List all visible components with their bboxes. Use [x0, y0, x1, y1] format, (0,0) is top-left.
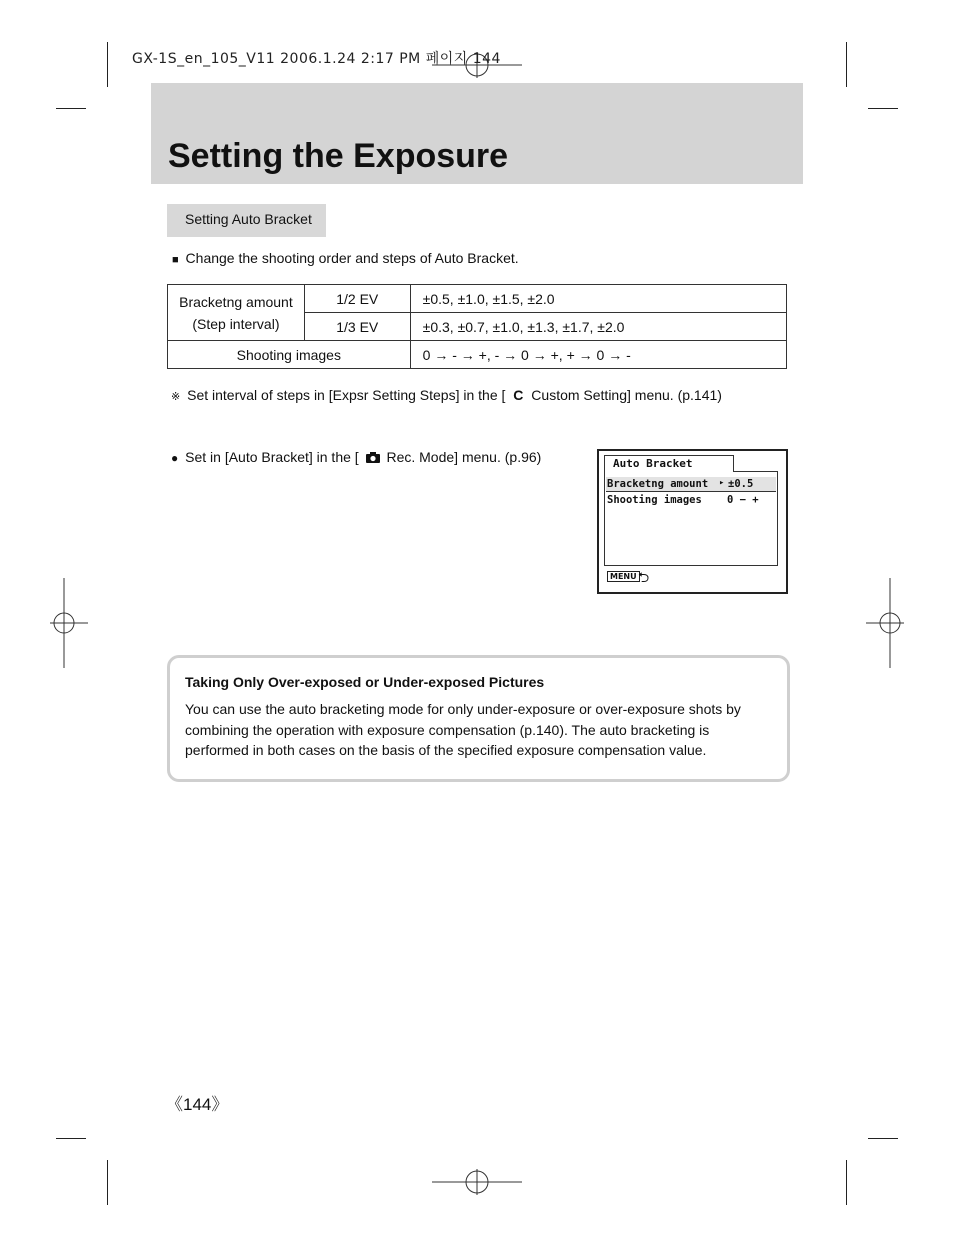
- crop-mark: [868, 1138, 898, 1139]
- square-bullet-icon: ■: [172, 254, 179, 266]
- intro-line: [172, 250, 519, 266]
- crop-mark: [107, 1160, 108, 1205]
- lcd-row-bracket-amount-label: Bracketng amount: [607, 478, 709, 490]
- values-cell: ±0.3, ±0.7, ±1.0, ±1.3, ±1.7, ±2.0: [410, 313, 786, 341]
- lcd-row-bracket-amount-value: ±0.5: [728, 478, 754, 490]
- table-row: [168, 341, 787, 369]
- note-text-after: Custom Setting] menu. (p.141): [531, 387, 722, 403]
- values-cell: ±0.5, ±1.0, ±1.5, ±2.0: [410, 285, 786, 313]
- rec-mode-line: [171, 449, 541, 465]
- shooting-label-cell: Shooting images: [168, 341, 411, 369]
- row-header-cell: [168, 285, 305, 341]
- back-arrow-icon: ⮌: [638, 570, 650, 586]
- lcd-menu-badge: MENU: [607, 571, 640, 582]
- crop-mark: [107, 42, 108, 87]
- step-cell: 1/2 EV: [304, 285, 410, 313]
- crop-mark: [846, 1160, 847, 1205]
- reference-mark-icon: ※: [171, 391, 181, 403]
- rec-text-before: Set in [Auto Bracket] in the [: [185, 449, 359, 465]
- intro-text: Change the shooting order and steps of Auto Bracket.: [185, 250, 519, 266]
- note-text-before: Set interval of steps in [Expsr Setting Steps] in the [: [187, 387, 506, 403]
- section-tab: Setting Auto Bracket: [167, 204, 326, 237]
- crop-mark: [56, 1138, 86, 1139]
- custom-setting-note: [171, 387, 722, 403]
- print-header: GX-1S_en_105_V11 2006.1.24 2:17 PM 페이지 144: [132, 51, 501, 67]
- lcd-pointer-icon: ▸: [719, 478, 725, 488]
- registration-mark-icon: [50, 578, 88, 670]
- row-header-line1: Bracketng amount: [179, 293, 293, 310]
- shooting-value-cell: 0 → - → +, - → 0 → +, + → 0 → -: [410, 341, 786, 369]
- crop-mark: [846, 42, 847, 87]
- round-bullet-icon: ●: [171, 451, 179, 465]
- crop-mark: [868, 108, 898, 109]
- row-header-line2: (Step interval): [192, 315, 280, 332]
- bracket-table: [167, 284, 787, 369]
- page-number: 《144》: [166, 1095, 229, 1114]
- registration-mark-icon: [866, 578, 904, 670]
- custom-setting-icon: C: [513, 387, 524, 403]
- camera-icon: [366, 452, 380, 463]
- lcd-row-shooting-images-label: Shooting images: [607, 494, 702, 506]
- table-row: [168, 285, 787, 313]
- lcd-row-shooting-images-value: 0 − +: [727, 494, 759, 506]
- lcd-tab-auto-bracket: Auto Bracket: [604, 455, 734, 472]
- crop-mark: [56, 108, 86, 109]
- rec-text-after: Rec. Mode] menu. (p.96): [386, 449, 542, 465]
- page-title: Setting the Exposure: [168, 137, 509, 175]
- tip-title: Taking Only Over-exposed or Under-exposed Pictures: [185, 674, 545, 690]
- tip-body: You can use the auto bracketing mode for only under-exposure or over-exposure shots by combining the operation with exposure compensation (p.140). The auto bracketing is performed in both cases on the basis of the specified exposure compensation value.: [185, 701, 741, 758]
- step-cell: 1/3 EV: [304, 313, 410, 341]
- registration-mark-icon: [432, 1169, 524, 1195]
